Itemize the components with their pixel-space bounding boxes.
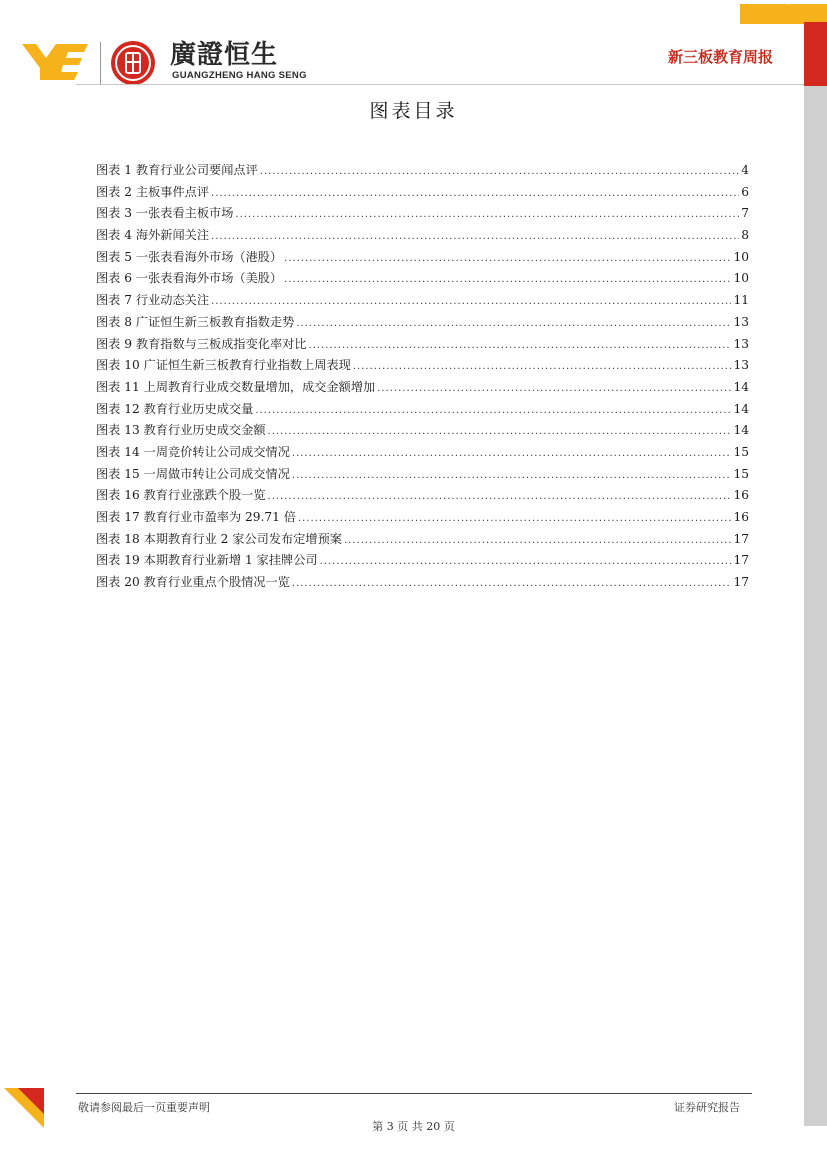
toc-entry-label: 图表 13 教育行业历史成交金额 (96, 423, 266, 438)
toc-entry[interactable] (96, 442, 749, 464)
toc-entry-page: 17 (733, 531, 749, 546)
toc-entry-label: 图表 15 一周做市转让公司成交情况 (96, 466, 290, 481)
toc-entry-page: 6 (741, 184, 749, 199)
toc-entry[interactable] (96, 160, 749, 182)
toc-entry-label: 图表 11 上周教育行业成交数量增加，成交金额增加 (96, 379, 376, 394)
toc-leader-dots (296, 313, 731, 335)
toc-entry-label: 图表 17 教育行业市盈率为 29.71 倍 (96, 510, 296, 524)
toc-entry[interactable] (96, 420, 749, 442)
toc-entry[interactable] (96, 334, 749, 356)
footer-report-type: 证券研究报告 (674, 1101, 740, 1114)
toc-entry-label: 图表 16 教育行业涨跌个股一览 (96, 488, 266, 503)
toc-entry-label: 图表 12 教育行业历史成交量 (96, 401, 254, 416)
toc-entry-page: 10 (733, 271, 749, 286)
side-accent-red (804, 22, 827, 86)
toc-entry-page: 7 (741, 206, 749, 221)
toc-leader-dots (292, 465, 732, 487)
toc-entry-label: 图表 1 教育行业公司要闻点评 (96, 163, 258, 177)
logo-separator (100, 42, 101, 84)
page-number: 第 3 页 共 20 页 (372, 1120, 455, 1133)
toc-entry-label: 图表 9 教育指数与三板成指变化率对比 (96, 336, 307, 351)
toc-entry-page: 17 (733, 575, 749, 590)
top-accent-bar-extension (790, 4, 827, 24)
toc-entry-label: 图表 20 教育行业重点个股情况一览 (96, 575, 290, 590)
toc-entry-label: 图表 4 海外新闻关注 (96, 228, 210, 243)
toc-entry-page: 13 (733, 336, 749, 351)
ye-logo-icon (22, 42, 88, 82)
toc-leader-dots (211, 183, 739, 205)
toc-entry[interactable] (96, 312, 749, 334)
toc-leader-dots (235, 204, 739, 226)
toc-entry-page: 14 (733, 401, 749, 416)
toc-leader-dots (255, 400, 731, 422)
footer-disclaimer: 敬请参阅最后一页重要声明 (78, 1101, 210, 1114)
brand-seal-icon (110, 40, 156, 86)
toc-entry[interactable] (96, 203, 749, 225)
toc-entry[interactable] (96, 485, 749, 507)
toc-entry-page: 8 (741, 228, 749, 243)
toc-entry-page: 10 (733, 249, 749, 264)
toc-leader-dots (284, 248, 731, 270)
brand-name-en: GUANGZHENG HANG SENG (172, 70, 307, 81)
brand-name-cn: 廣證恒生 (170, 40, 279, 70)
toc-leader-dots (211, 291, 731, 313)
toc-entry-label: 图表 3 一张表看主板市场 (96, 206, 234, 221)
toc-entry-page: 16 (733, 488, 749, 503)
toc-leader-dots (320, 551, 732, 573)
toc-entry-label: 图表 2 主板事件点评 (96, 184, 210, 199)
toc-entry-page: 17 (733, 553, 749, 568)
toc-entry[interactable] (96, 507, 749, 529)
toc-leader-dots (353, 356, 732, 378)
toc-entry[interactable] (96, 355, 749, 377)
toc-title: 图表目录 (369, 100, 458, 122)
footer-divider (76, 1093, 752, 1094)
toc-leader-dots (292, 573, 732, 595)
report-name: 新三板教育周报 (668, 48, 774, 66)
toc-entry-page: 13 (733, 358, 749, 373)
toc-entry[interactable] (96, 550, 749, 572)
toc-leader-dots (211, 226, 739, 248)
toc-entry[interactable] (96, 290, 749, 312)
toc-leader-dots (377, 378, 731, 400)
toc-entry-page: 4 (741, 163, 749, 177)
toc-entry[interactable] (96, 572, 749, 594)
toc-entry-page: 15 (733, 444, 749, 459)
toc-entry-label: 图表 18 本期教育行业 2 家公司发布定增预案 (96, 531, 342, 546)
toc-entry[interactable] (96, 529, 749, 551)
toc-entry-label: 图表 14 一周竞价转让公司成交情况 (96, 444, 290, 459)
toc-entry[interactable] (96, 268, 749, 290)
toc-leader-dots (292, 443, 732, 465)
toc-leader-dots (344, 530, 732, 552)
toc-entry[interactable] (96, 377, 749, 399)
toc-entry-page: 14 (733, 423, 749, 438)
toc-entry-label: 图表 6 一张表看海外市场（美股） (96, 271, 283, 286)
toc-entry[interactable] (96, 399, 749, 421)
toc-entry-page: 13 (733, 314, 749, 329)
header-divider (76, 84, 804, 85)
toc-leader-dots (268, 421, 732, 443)
toc-leader-dots (268, 486, 732, 508)
toc-leader-dots (284, 269, 731, 291)
toc-entry-label: 图表 5 一张表看海外市场（港股） (96, 249, 283, 264)
toc-leader-dots (309, 335, 732, 357)
toc-entry-page: 16 (733, 510, 749, 524)
figure-list (96, 160, 749, 594)
toc-entry-label: 图表 10 广证恒生新三板教育行业指数上周表现 (96, 358, 351, 373)
toc-entry-label: 图表 8 广证恒生新三板教育指数走势 (96, 314, 295, 329)
toc-entry-page: 11 (733, 293, 749, 308)
side-accent-grey (804, 86, 827, 1126)
toc-entry-page: 14 (733, 379, 749, 394)
toc-entry-label: 图表 7 行业动态关注 (96, 293, 210, 308)
toc-entry[interactable] (96, 182, 749, 204)
toc-entry-page: 15 (733, 466, 749, 481)
toc-entry[interactable] (96, 247, 749, 269)
toc-entry[interactable] (96, 225, 749, 247)
toc-leader-dots (260, 161, 739, 183)
toc-entry-label: 图表 19 本期教育行业新增 1 家挂牌公司 (96, 553, 318, 568)
toc-entry[interactable] (96, 464, 749, 486)
toc-leader-dots (298, 508, 732, 530)
